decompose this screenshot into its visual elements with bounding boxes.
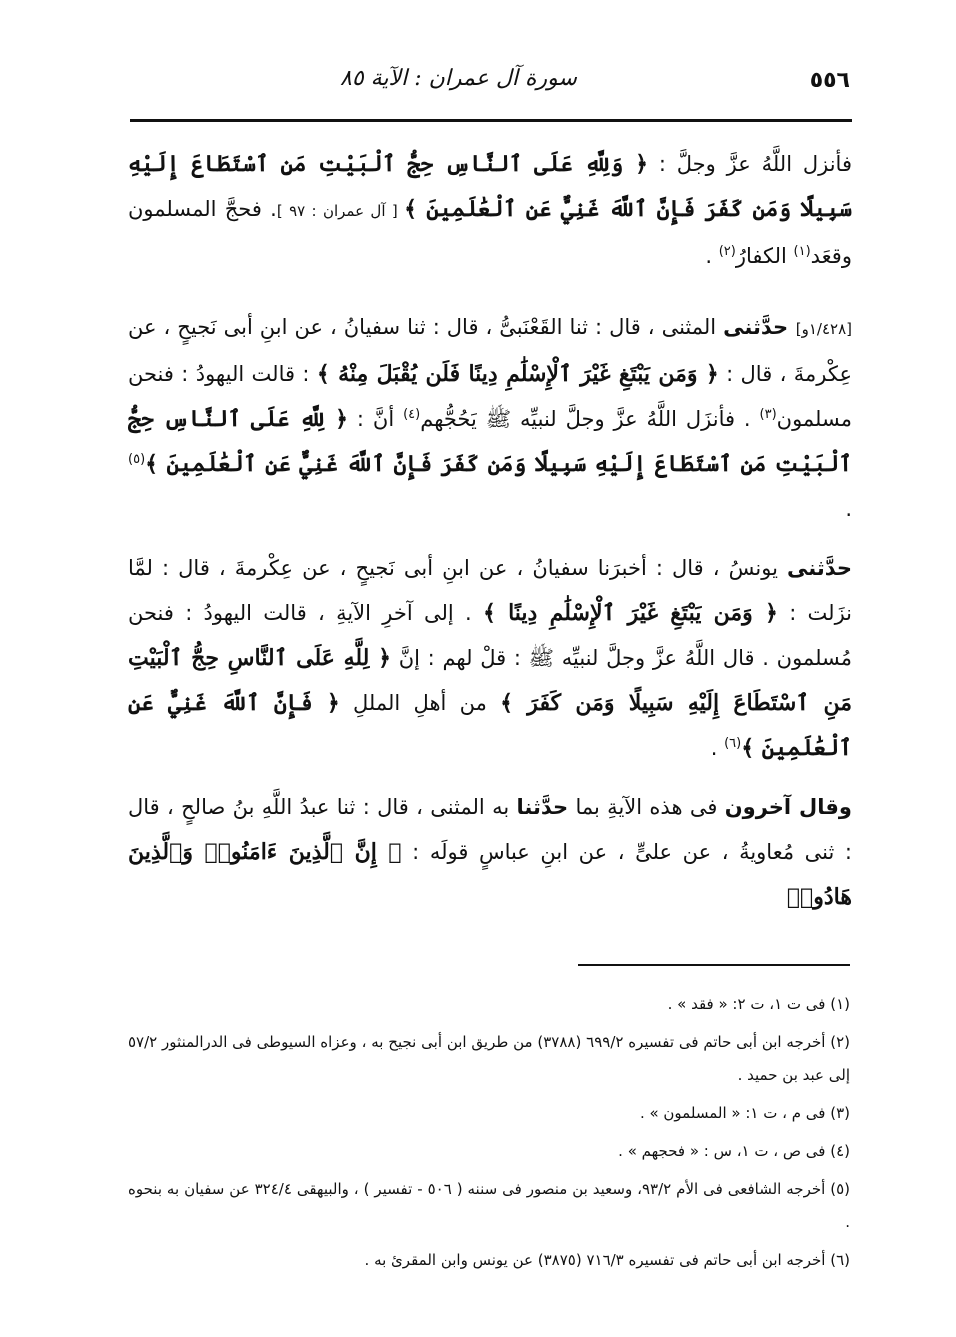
footnote-marker: (٤) bbox=[403, 407, 421, 422]
quran-quote: ﴿ لِلَّهِ عَلَى ٱلنَّاسِ حِجُّ ٱلْبَيْتِ مَنِ ٱسْتَطَاعَ إِلَيْهِ سَبِيلًا وَمَن كَفَرَ ﴾ bbox=[128, 645, 852, 716]
header-rule bbox=[130, 119, 852, 122]
main-text bbox=[128, 142, 852, 934]
quran-quote: ﴿ إِنَّ ٱلَّذِينَ ءَامَنُوا۟ وَٱلَّذِينَ هَادُوا۟ bbox=[128, 839, 852, 910]
quran-quote: ﴿ وَمَن يَبْتَغِ غَيْرَ ٱلْإِسْلَٰمِ دِينًا فَلَن يُقْبَلَ مِنْهُ ﴾ bbox=[316, 361, 719, 387]
text-run: . فحجَّ المسلمون وقعَد bbox=[128, 197, 852, 268]
footnote-marker: (٥) bbox=[128, 452, 146, 467]
section-lead: وقال آخرون bbox=[724, 795, 852, 819]
running-title: سورة آل عمران : الآية ٨٥ bbox=[340, 66, 577, 91]
text-run: الكفارُ bbox=[735, 244, 794, 268]
paragraph-1 bbox=[128, 142, 852, 279]
text-run: فأنزل اللَّهُ عزَّ وجلَّ : bbox=[648, 152, 852, 176]
footnote-marker: (٣) bbox=[759, 407, 777, 422]
narration-lead: حدَّثنى bbox=[787, 556, 852, 580]
text-run: أنَّ : bbox=[348, 407, 404, 431]
quran-quote: ﴿ فَإِنَّ ٱللَّهَ غَنِيٌّ عَنِ ٱلْعَٰلَمِينَ ﴾ bbox=[128, 690, 852, 761]
narration-lead: حدَّثنا bbox=[516, 795, 569, 819]
narration-lead: حدَّثنى bbox=[723, 315, 796, 339]
text-run: . فأنزَل اللَّهُ عزَّ وجلَّ لنبيِّه ﷺ يَحُجُّهم bbox=[420, 407, 760, 431]
footnote-6: (٦) أخرجه ابن أبى حاتم فى تفسيره ٧١٦/٣ (٣٨٧٥) عن يونس وابن المقرئ به . bbox=[364, 1251, 850, 1269]
paragraph-2 bbox=[128, 305, 852, 532]
text-run: به المثنى ، قال : ثنا عبدُ اللَّهِ بنُ صالحٍ ، قال : ثنى مُعاويةُ ، عن علىٍّ ، عن ابنِ عباسٍ قولَه : bbox=[128, 795, 852, 864]
quran-quote: ﴿ وَلِلَّهِ عَلَى ٱلنَّاسِ حِجُّ ٱلْبَيْتِ مَنِ ٱسْتَطَاعَ إِلَيْهِ سَبِيلًا وَمَن كَفَرَ فَإِنَّ ٱللَّهَ غَنِيٌّ عَنِ ٱلْعَٰلَمِينَ ﴾ bbox=[128, 151, 852, 222]
verse-reference: [ آل عمران : ٩٧ ] bbox=[276, 202, 405, 220]
text-run: . bbox=[845, 497, 852, 521]
text-run: من أهلِ المللِ bbox=[339, 691, 501, 715]
text-run: . bbox=[705, 244, 719, 268]
footnote-1: (١) فى ت ١، ت ٢: « فقد » . bbox=[667, 995, 850, 1013]
text-run: : قالت اليهودُ : فنحن مسلمون bbox=[128, 362, 852, 431]
paragraph-3 bbox=[128, 546, 852, 771]
footnotes bbox=[128, 988, 850, 1282]
footnote-2: (٢) أخرجه ابن أبى حاتم فى تفسيره ٦٩٩/٢ (٣٧٨٨) من طريق ابن أبى نجيح به ، وعزاه السيوطى فى الدرالمنثور ٥٧/٢ إلى عبد بن حميد . bbox=[128, 1033, 851, 1084]
text-run: . bbox=[710, 736, 725, 760]
text-run: المثنى ، قال : ثنا القَعْنَبىُّ ، قال : ثنا سفيانُ ، عن ابنِ أبى نَجيحٍ ، عن عِكْرمةَ ، قال : bbox=[128, 315, 852, 386]
footnote-4: (٤) فى ص ، ت ١، س : « فحجهم » . bbox=[618, 1142, 850, 1160]
page-header bbox=[130, 62, 850, 102]
footnote-rule bbox=[578, 964, 850, 966]
page-number: ٥٥٦ bbox=[809, 68, 850, 93]
quran-quote: ﴿ لِلَّهِ عَلَى ٱلنَّاسِ حِجُّ ٱلْبَيْتِ مَنِ ٱسْتَطَاعَ إِلَيْهِ سَبِيلًا وَمَن كَفَرَ فَإِنَّ ٱللَّهَ غَنِيٌّ عَنِ ٱلْعَٰلَمِينَ ﴾ bbox=[128, 406, 852, 477]
footnote-5: (٥) أخرجه الشافعى فى الأم ٩٣/٢، وسعيد بن منصور فى سننه ( ٥٠٦ - تفسير ) ، والبيهقى ٣٢٤/٤ عن سفيان به بنحوه . bbox=[128, 1180, 850, 1231]
footnote-marker: (٢) bbox=[718, 244, 736, 259]
text-run: يونسُ ، قال : أخبرَنا سفيانُ ، عن ابنِ أبى نَجيحٍ ، عن عِكْرمةَ ، قال : لمَّا نزَلت : bbox=[128, 556, 853, 625]
text-run: . إلى آخرِ الآيةِ ، قالت اليهودُ : فنحن مُسلمون . قال اللَّهُ عزَّ وجلَّ لنبيِّه ﷺ : قلْ لهم : إنَّ bbox=[128, 601, 853, 670]
manuscript-folio-marker: [١/٤٢٨و] bbox=[795, 320, 852, 338]
paragraph-4 bbox=[128, 785, 852, 920]
text-run: فى هذه الآيةِ بما bbox=[568, 795, 725, 819]
footnote-marker: (٦) bbox=[724, 736, 742, 751]
footnote-marker: (١) bbox=[793, 244, 811, 259]
footnote-3: (٣) فى م ، ت ١: « المسلمون » . bbox=[639, 1104, 850, 1122]
quran-quote: ﴿ وَمَن يَبْتَغِ غَيْرَ ٱلْإِسْلَٰمِ دِينًا ﴾ bbox=[482, 600, 778, 626]
